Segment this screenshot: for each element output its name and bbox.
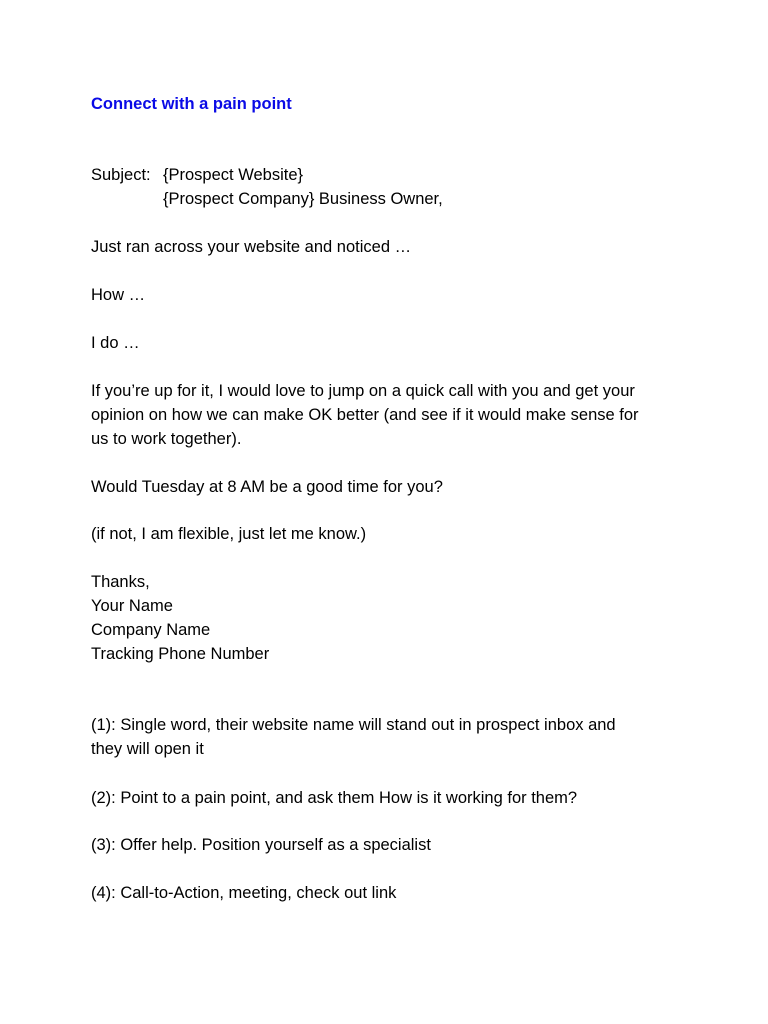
body-line: Just ran across your website and noticed …: [91, 238, 412, 256]
flexible-note: (if not, I am flexible, just let me know.): [91, 525, 367, 543]
signature-line: Thanks,: [91, 573, 150, 591]
pitch-line: us to work together).: [91, 430, 242, 448]
greeting-line: {Prospect Company} Business Owner,: [163, 190, 443, 208]
body-line: How …: [91, 286, 146, 304]
pitch-line: If you’re up for it, I would love to jump on a quick call with you and get your: [91, 382, 635, 400]
subject-value: {Prospect Website}: [163, 166, 304, 184]
signature-line: Your Name: [91, 597, 173, 615]
meeting-question: Would Tuesday at 8 AM be a good time for you?: [91, 478, 443, 496]
signature-line: Tracking Phone Number: [91, 645, 270, 663]
note-2: (2): Point to a pain point, and ask them How is it working for them?: [91, 789, 578, 807]
body-line: I do …: [91, 334, 140, 352]
pitch-line: opinion on how we can make OK better (and see if it would make sense for: [91, 406, 639, 424]
note-4: (4): Call-to-Action, meeting, check out link: [91, 884, 397, 902]
note-1-line: they will open it: [91, 740, 204, 758]
subject-label: Subject:: [91, 166, 151, 184]
note-1-line: (1): Single word, their website name will stand out in prospect inbox and: [91, 716, 616, 734]
signature-line: Company Name: [91, 621, 211, 639]
note-3: (3): Offer help. Position yourself as a specialist: [91, 836, 431, 854]
document-title: Connect with a pain point: [91, 95, 292, 113]
